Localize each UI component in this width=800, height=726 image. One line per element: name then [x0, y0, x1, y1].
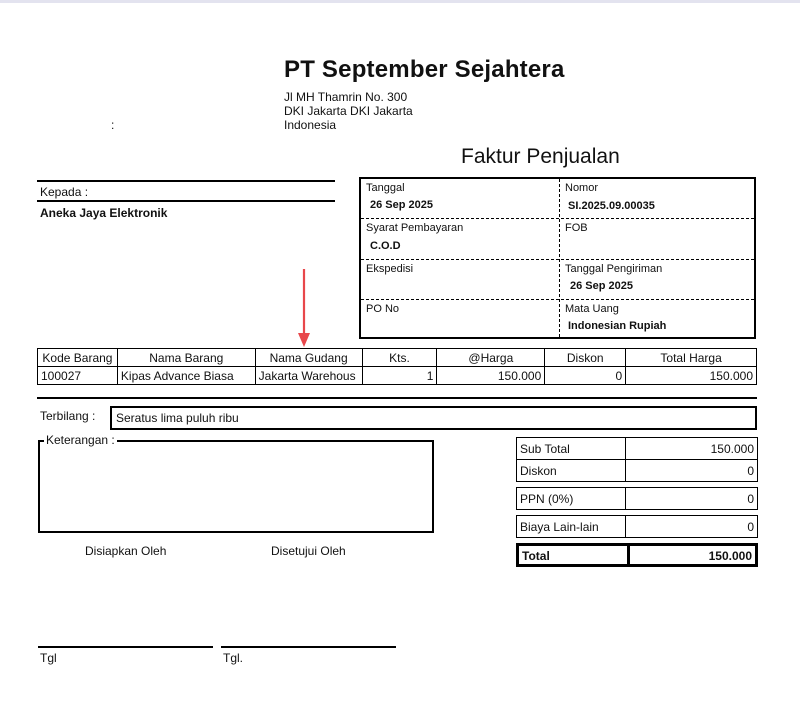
ekspedisi-label: Ekspedisi — [366, 263, 414, 275]
syarat-value: C.O.D — [370, 240, 401, 252]
syarat-label: Syarat Pembayaran — [366, 222, 464, 234]
col-header-diskon: Diskon — [545, 349, 626, 367]
table-row — [38, 367, 757, 385]
col-header-nama-gudang: Nama Gudang — [255, 349, 362, 367]
address-colon: : — [111, 118, 115, 132]
subtotal-value: 150.000 — [710, 442, 754, 456]
tgl-kirim-value: 26 Sep 2025 — [570, 280, 633, 292]
diskon-separator — [625, 460, 626, 481]
info-divider-1 — [361, 218, 754, 219]
cell-diskon: 0 — [545, 367, 626, 385]
company-address-line3: Indonesia — [284, 118, 337, 132]
ppn-row — [516, 487, 758, 510]
tanggal-value: 26 Sep 2025 — [370, 199, 433, 211]
nomor-value: SI.2025.09.00035 — [568, 200, 655, 212]
customer-top-rule — [37, 180, 335, 182]
subtotal-row — [516, 437, 758, 460]
cell-harga: 150.000 — [437, 367, 545, 385]
info-vertical-divider — [559, 179, 560, 337]
cell-kode: 100027 — [38, 367, 118, 385]
top-border-line — [0, 0, 800, 3]
customer-label: Kepada : — [40, 185, 89, 199]
ppn-label: PPN (0%) — [520, 492, 574, 506]
customer-name: Aneka Jaya Elektronik — [40, 206, 168, 220]
col-header-kts: Kts. — [362, 349, 437, 367]
table-header-row — [38, 349, 757, 367]
signature-date-2: Tgl. — [223, 651, 244, 665]
cell-nama-gudang: Jakarta Warehous — [255, 367, 362, 385]
items-table — [37, 348, 757, 385]
info-divider-2 — [361, 259, 754, 260]
terbilang-box — [110, 406, 757, 430]
tanggal-label: Tanggal — [366, 182, 405, 194]
keterangan-box — [38, 440, 434, 533]
fob-label: FOB — [565, 222, 588, 234]
cell-kts: 1 — [362, 367, 437, 385]
col-header-harga: @Harga — [437, 349, 545, 367]
invoice-info-box — [359, 177, 756, 339]
diskon-total-label: Diskon — [520, 464, 557, 478]
customer-mid-rule — [37, 200, 335, 202]
nomor-label: Nomor — [565, 182, 599, 194]
ppn-value: 0 — [747, 492, 754, 506]
red-arrow-icon — [296, 269, 312, 349]
signature-date-1: Tgl — [40, 651, 57, 665]
po-label: PO No — [366, 303, 400, 315]
document-title: Faktur Penjualan — [461, 145, 620, 168]
terbilang-value: Seratus lima puluh ribu — [116, 411, 239, 425]
diskon-total-value: 0 — [747, 464, 754, 478]
info-divider-3 — [361, 299, 754, 300]
tgl-kirim-label: Tanggal Pengiriman — [565, 263, 663, 275]
grand-total-value: 150.000 — [708, 549, 752, 563]
company-address-line2: DKI Jakarta DKI Jakarta — [284, 104, 413, 118]
approved-by-label: Disetujui Oleh — [271, 544, 346, 558]
col-header-kode: Kode Barang — [38, 349, 118, 367]
subtotal-separator — [625, 438, 626, 459]
prepared-by-label: Disiapkan Oleh — [85, 544, 167, 558]
company-name: PT September Sejahtera — [284, 56, 565, 83]
keterangan-label: Keterangan : — [46, 433, 115, 447]
cell-total: 150.000 — [626, 367, 757, 385]
arrow-head — [298, 333, 310, 347]
mata-uang-value: Indonesian Rupiah — [568, 320, 667, 332]
grand-total-separator — [627, 546, 630, 564]
col-header-nama-barang: Nama Barang — [117, 349, 255, 367]
terbilang-label: Terbilang : — [40, 409, 96, 423]
cell-nama-barang: Kipas Advance Biasa — [117, 367, 255, 385]
biaya-row — [516, 515, 758, 538]
table-bottom-rule — [37, 397, 757, 399]
signature-line-2 — [221, 646, 396, 648]
biaya-label: Biaya Lain-lain — [520, 520, 599, 534]
signature-line-1 — [38, 646, 213, 648]
biaya-value: 0 — [747, 520, 754, 534]
col-header-total: Total Harga — [626, 349, 757, 367]
mata-uang-label: Mata Uang — [565, 303, 619, 315]
company-address-line1: Jl MH Thamrin No. 300 — [284, 90, 408, 104]
grand-total-label: Total — [522, 549, 550, 563]
subtotal-label: Sub Total — [520, 442, 570, 456]
ppn-separator — [625, 488, 626, 509]
diskon-row — [516, 459, 758, 482]
biaya-separator — [625, 516, 626, 537]
grand-total-row — [516, 543, 758, 567]
